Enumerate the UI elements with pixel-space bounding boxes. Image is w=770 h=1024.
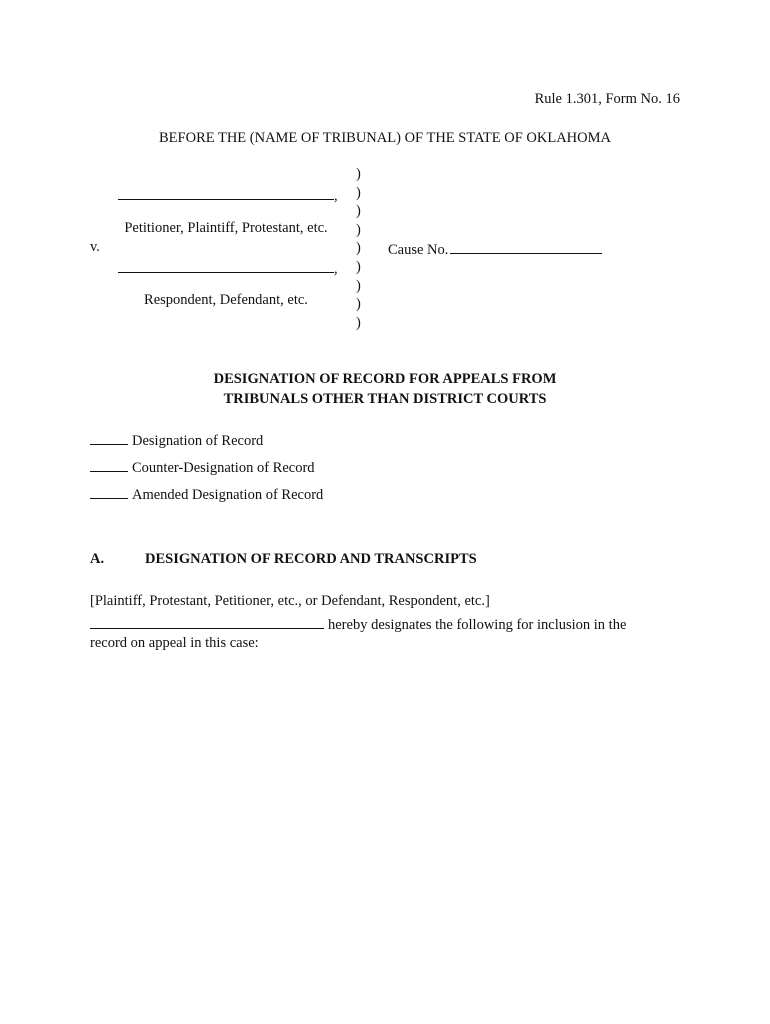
counter-designation-option-label: Counter-Designation of Record: [132, 460, 315, 476]
designation-statement: hereby designates the following for inclusion in the: [328, 617, 627, 633]
section-a-heading: DESIGNATION OF RECORD AND TRANSCRIPTS: [145, 551, 477, 567]
paren: ): [356, 240, 361, 257]
counter-designation-check-blank[interactable]: [90, 457, 128, 472]
cause-number-blank[interactable]: [450, 239, 602, 254]
cause-number-label: Cause No.: [388, 242, 449, 258]
caption-parentheses: [356, 165, 361, 332]
counter-designation-option[interactable]: [90, 457, 315, 477]
paren: ): [356, 203, 361, 220]
party-type-instruction: [Plaintiff, Protestant, Petitioner, etc., or Defendant, Respondent, etc.]: [90, 593, 490, 609]
respondent-name-blank[interactable]: [118, 258, 334, 273]
amended-designation-check-blank[interactable]: [90, 484, 128, 499]
designation-statement-continued: record on appeal in this case:: [90, 635, 259, 651]
document-title: [90, 369, 680, 409]
designation-option-label: Designation of Record: [132, 433, 264, 449]
designating-party-blank[interactable]: [90, 614, 324, 629]
paren: ): [356, 184, 361, 201]
paren: ): [356, 314, 361, 331]
document-title-line-2: TRIBUNALS OTHER THAN DISTRICT COURTS: [223, 391, 547, 407]
designation-option[interactable]: [90, 430, 263, 450]
paren: ): [356, 221, 361, 238]
respondent-name-field[interactable]: [118, 258, 338, 278]
tribunal-heading: BEFORE THE (NAME OF TRIBUNAL) OF THE STATE OF OKLAHOMA: [159, 130, 611, 146]
paren: ): [356, 296, 361, 313]
amended-designation-option-label: Amended Designation of Record: [132, 487, 324, 503]
document-title-line-1: DESIGNATION OF RECORD FOR APPEALS FROM: [213, 371, 557, 387]
petitioner-name-blank[interactable]: [118, 185, 334, 200]
paren: ): [356, 258, 361, 275]
versus-label: v.: [90, 239, 100, 255]
amended-designation-option[interactable]: [90, 484, 323, 504]
comma: ,: [334, 188, 338, 204]
designation-check-blank[interactable]: [90, 430, 128, 445]
form-rule-number: Rule 1.301, Form No. 16: [534, 91, 680, 107]
cause-number-field[interactable]: [388, 239, 602, 259]
petitioner-name-field[interactable]: [118, 185, 338, 205]
paren: ): [356, 166, 361, 182]
designating-party-line[interactable]: [90, 614, 626, 634]
section-a-letter: A.: [90, 551, 105, 567]
comma: ,: [334, 261, 338, 277]
respondent-label: Respondent, Defendant, etc.: [144, 292, 308, 308]
paren: ): [356, 277, 361, 294]
petitioner-label: Petitioner, Plaintiff, Protestant, etc.: [124, 220, 328, 236]
